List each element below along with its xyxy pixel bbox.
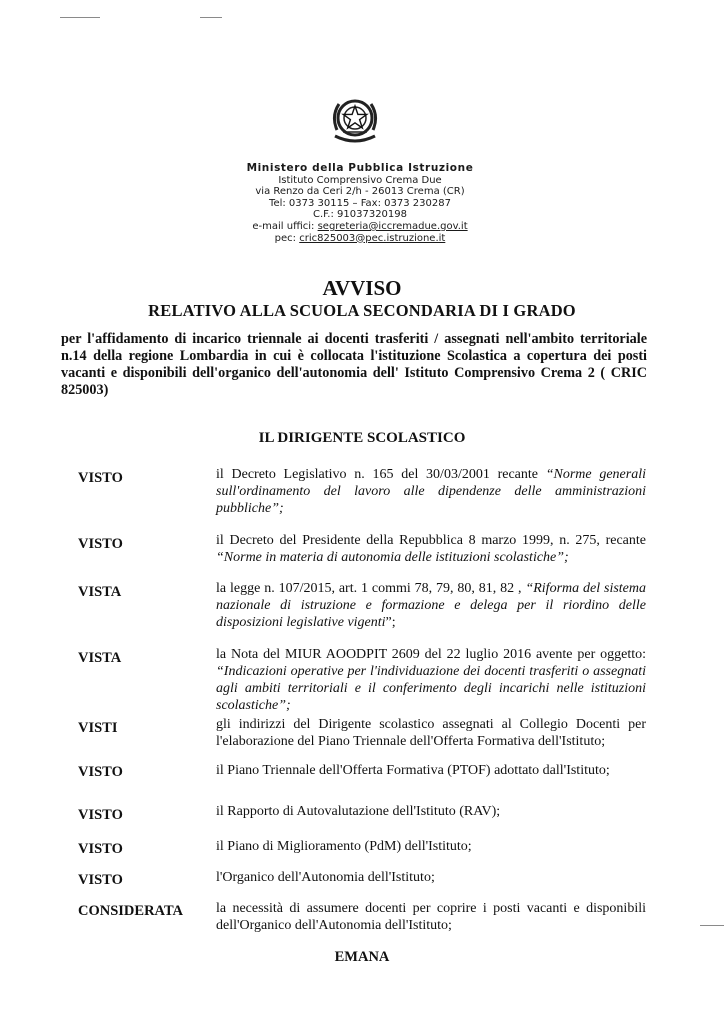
- school-tax-code: C.F.: 91037320198: [312, 209, 408, 221]
- school-phone: Tel: 0373 30115 – Fax: 0373 230287: [269, 197, 451, 209]
- pec-line: [200, 233, 520, 245]
- document-subtitle: RELATIVO ALLA SCUOLA SECONDARIA DI I GRADO: [148, 301, 576, 320]
- item-label: CONSIDERATA: [78, 903, 184, 919]
- item-label: VISTO: [78, 470, 123, 486]
- item-text: gli indirizzi del Dirigente scolastico assegnati al Collegio Docenti per l'elaborazione del Piano Triennale dell'Offerta Formativa dell'Istituto;: [216, 717, 646, 749]
- item-text: il Rapporto di Autovalutazione dell'Istituto (RAV);: [216, 804, 501, 819]
- intro-paragraph: per l'affidamento di incarico triennale ai docenti trasferiti / assegnati nell'ambito territoriale n.14 della regione Lombardia in cui è collocata l'istituzione Scolastica a copertura dei posti vacanti e disponibili dell'organico dell'autonomia dell' Istituto Comprensivo Crema 2 ( CRIC 825003): [61, 331, 647, 398]
- ministry-name: Ministero della Pubblica Istruzione: [246, 162, 474, 174]
- item-label: VISTI: [78, 720, 118, 736]
- item-text: il Piano di Miglioramento (PdM) dell'Istituto;: [216, 839, 472, 854]
- item-text: il Decreto Legislativo n. 165 del 30/03/2001 recante “Norme generali sull'ordinamento del lavoro alle dipendenze delle amministrazioni pubbliche”;: [216, 467, 647, 516]
- item-label: VISTO: [78, 764, 123, 780]
- italian-republic-emblem: [329, 92, 381, 148]
- item-text: il Piano Triennale dell'Offerta Formativa (PTOF) adottato dall'Istituto;: [216, 763, 610, 778]
- email-link[interactable]: segreteria@iccremadue.gov.it: [317, 220, 468, 232]
- item-text: la Nota del MIUR AOODPIT 2609 del 22 luglio 2016 avente per oggetto: “Indicazioni operative per l'individuazione dei docenti trasferiti o assegnati agli ambiti territoriali e il conferimento degli incarichi nelle istituzioni scolastiche”;: [216, 647, 646, 713]
- email-line: [200, 221, 520, 233]
- item-text: l'Organico dell'Autonomia dell'Istituto;: [216, 870, 435, 885]
- item-label: VISTA: [78, 650, 122, 666]
- letterhead: [200, 163, 520, 244]
- item-label: VISTO: [78, 536, 123, 552]
- item-label: VISTO: [78, 841, 123, 857]
- pec-link[interactable]: cric825003@pec.istruzione.it: [299, 232, 446, 244]
- school-name: Istituto Comprensivo Crema Due: [278, 174, 442, 186]
- pec-label: pec:: [274, 232, 297, 244]
- dirigente-heading: IL DIRIGENTE SCOLASTICO: [258, 430, 466, 446]
- document-title: AVVISO: [322, 276, 402, 300]
- item-text: la legge n. 107/2015, art. 1 commi 78, 79, 80, 81, 82 , “Riforma del sistema nazionale di istruzione e formazione e delega per il riordino delle disposizioni legislative vigenti”;: [216, 581, 646, 630]
- item-text: la necessità di assumere docenti per coprire i posti vacanti e disponibili dell'Organico dell'Autonomia dell'Istituto;: [216, 901, 646, 933]
- school-address: via Renzo da Ceri 2/h - 26013 Crema (CR): [255, 186, 465, 198]
- scan-mark: [60, 17, 100, 18]
- item-label: VISTO: [78, 807, 123, 823]
- emana-heading: EMANA: [334, 949, 390, 965]
- item-label: VISTA: [78, 584, 122, 600]
- item-label: VISTO: [78, 872, 123, 888]
- item-text: il Decreto del Presidente della Repubblica 8 marzo 1999, n. 275, recante “Norme in materia di autonomia delle istituzioni scolastiche”;: [216, 533, 646, 565]
- email-label: e-mail uffici:: [252, 220, 315, 232]
- scan-mark: [200, 17, 222, 18]
- scan-mark: [700, 925, 724, 926]
